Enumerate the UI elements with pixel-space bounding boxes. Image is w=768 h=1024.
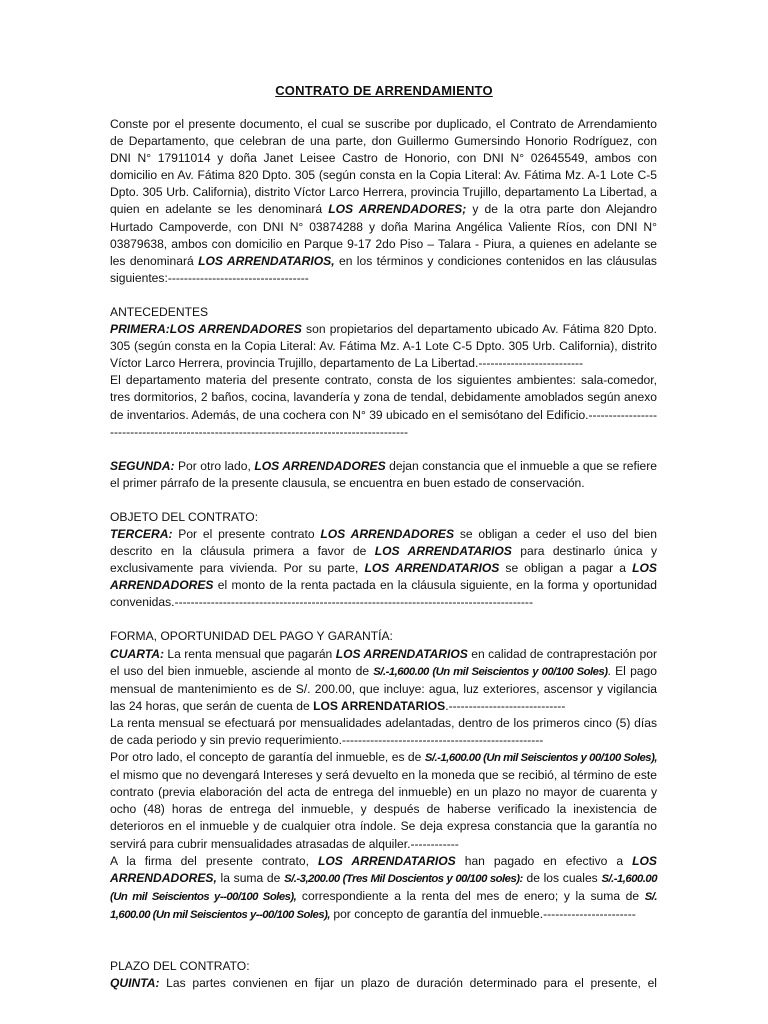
clause-label: PRIMERA: bbox=[110, 322, 170, 337]
party-name: LOS ARRENDATARIOS bbox=[374, 544, 512, 559]
document-body bbox=[110, 116, 657, 992]
section-heading-antecedentes: ANTECEDENTES bbox=[110, 304, 209, 319]
party-name: LOS ARRENDATARIOS bbox=[313, 698, 446, 713]
clause-label: TERCERA: bbox=[110, 526, 173, 541]
clause-cuarta-payment-terms: La renta mensual se efectuará por mensualidades adelantadas, dentro de los primeros cinco (5) días de cada periodo y sin previo requerimiento.-------------------------------------------------- bbox=[110, 715, 657, 747]
party-name: LOS ARRENDATARIOS bbox=[335, 646, 468, 661]
text-run: A la firma del presente contrato, bbox=[110, 853, 318, 868]
clause-label: QUINTA: bbox=[110, 976, 160, 991]
text-run: Por otro lado, el concepto de garantía del inmueble, es de bbox=[110, 750, 425, 765]
text-run: la suma de bbox=[216, 870, 285, 885]
text-run: han pagado en efectivo a bbox=[455, 853, 633, 868]
party-name: LOS ARRENDATARIOS bbox=[317, 853, 456, 868]
clause-primera bbox=[110, 321, 657, 372]
amount: S/.-1,600.00 (Un mil Seiscientos y--00/100 Soles), bbox=[110, 872, 657, 903]
text-run: La renta mensual que pagarán bbox=[163, 646, 336, 661]
text-run: en calidad de contraprestación por el uso del bien inmueble, asciende al monto de bbox=[110, 646, 658, 678]
clause-quinta bbox=[110, 975, 657, 992]
text-run: son propietarios del departamento ubicado Av. Fátima 820 Dpto. 305 (según consta en la Copia Literal: Av. Fátima Mz. A-1 Lote C-5 Dpto. 305 Urb. California), distrito Víctor Larco Herrera, provincia Trujillo, departamento de La Libertad.-------------------------- bbox=[110, 322, 658, 371]
text-run: correspondiente a la renta del mes de enero; y la suma de bbox=[296, 888, 645, 903]
text-run: para destinarlo única y exclusivamente para vivienda. Por su parte, bbox=[110, 544, 657, 576]
party-name: LOS ARRENDATARIOS, bbox=[198, 253, 335, 268]
text-run: .----------------------------- bbox=[445, 698, 566, 713]
text-run: . El pago mensual de mantenimiento es de S/. 200.00, que incluye: agua, luz exteriores, ascensor y vigilancia las 24 horas, que serán de cuenta de bbox=[110, 663, 657, 713]
text-run: el monto de la renta pactada en la cláusula siguiente, en la forma y oportunidad convenidas.----------------------------------------------------------------------------------------- bbox=[110, 578, 657, 610]
section-heading-objeto: OBJETO DEL CONTRATO: bbox=[110, 509, 259, 524]
clause-segunda bbox=[110, 458, 657, 492]
party-name: LOS ARRENDADORES bbox=[320, 526, 455, 541]
party-name: LOS ARRENDADORES bbox=[169, 322, 302, 337]
clause-cuarta-guarantee bbox=[110, 749, 657, 853]
clause-tercera bbox=[110, 526, 657, 611]
text-run: dejan constancia que el inmueble a que se refiere el primer párrafo de la presente clausula, se encuentra en buen estado de conservación. bbox=[110, 458, 658, 490]
clause-label: CUARTA: bbox=[110, 646, 164, 661]
party-name: LOS ARRENDADORES; bbox=[328, 202, 467, 217]
text-run: Por el presente contrato bbox=[172, 526, 321, 541]
text-run: de los cuales bbox=[522, 870, 602, 885]
clause-primera-detail: El departamento materia del presente contrato, consta de los siguientes ambientes: sala-comedor, tres dormitorios, 2 baños, cocina, lavandería y zona de tendal, debidamente amoblados según anexo de inventarios. Además, de una cochera con N° 39 ubicado en el semisótano del Edificio.------------------------------------------------------------------------------------------- bbox=[110, 373, 657, 439]
text-run: Conste por el presente documento, el cual se suscribe por duplicado, el Contrato de Arrendamiento de Departamento, que celebran de una parte, don Guillermo Gumersindo Honorio Rodríguez, con DNI N° 17911014 y doña Janet Leisee Castro de Honorio, con DNI N° 02645549, ambos con domicilio en Av. Fátima 820 Dpto. 305 (según consta en la Copia Literal: Av. Fátima Mz. A-1 Lote C-5 Dpto. 305 Urb. California), distrito Víctor Larco Herrera, provincia Trujillo, departamento La Libertad, a quien en adelante se les denominará bbox=[110, 117, 657, 217]
clause-cuarta-payment-received bbox=[110, 853, 657, 924]
text-run: el mismo que no devengará Intereses y será devuelto en la moneda que se recibió, al término de este contrato (previa elaboración del acta de entrega del inmueble) en un plazo no mayor de cuarenta y ocho (48) horas de entrega del inmueble, y después de haberse verificado la inexistencia de deterioros en el inmueble y de cualquier otra índole. Se deja expresa constancia que la garantía no servirá para cubrir mensualidades atrasadas de alquiler.------------ bbox=[110, 768, 657, 851]
text-run: por concepto de garantía del inmueble.----------------------- bbox=[330, 906, 636, 921]
intro-paragraph bbox=[110, 116, 657, 287]
clause-cuarta bbox=[110, 646, 657, 715]
party-name: LOS ARRENDADORES bbox=[110, 561, 657, 593]
text-run: y de la otra parte don Alejandro Hurtado Campoverde, con DNI N° 03874288 y doña Marina Angélica Valiente Ríos, con DNI N° 03879638, ambos con domicilio en Parque 9-17 2do Piso – Talara - Piura, a quienes en adelante se les denominará bbox=[110, 202, 657, 268]
text-run: en los términos y condiciones contenidos en las cláusulas siguientes:----------------------------------- bbox=[110, 253, 657, 285]
amount: S/.-1,600.00 (Un mil Seiscientos y 00/100 Soles), bbox=[424, 752, 657, 765]
clause-label: SEGUNDA: bbox=[110, 458, 175, 473]
section-heading-plazo: PLAZO DEL CONTRATO: bbox=[110, 959, 250, 974]
text-run: se obligan a ceder el uso del bien descrito en la cláusula primera a favor de bbox=[110, 526, 657, 559]
text-run: se obligan a pagar a bbox=[499, 561, 633, 576]
document-title: CONTRATO DE ARRENDAMIENTO bbox=[275, 83, 493, 98]
party-name: LOS ARRENDADORES bbox=[254, 458, 386, 473]
text-run: Las partes convienen en fijar un plazo de duración determinado para el presente, el bbox=[159, 976, 657, 991]
section-heading-forma: FORMA, OPORTUNIDAD DEL PAGO Y GARANTÍA: bbox=[110, 629, 393, 644]
party-name: LOS ARRENDADORES, bbox=[110, 853, 657, 885]
amount: S/.-1,600.00 (Un mil Seiscientos y 00/100 Soles) bbox=[373, 665, 608, 678]
amount: S/.-3,200.00 (Tres Mil Doscientos y 00/100 soles): bbox=[284, 872, 523, 885]
amount: S/. 1,600.00 (Un mil Seiscientos y--00/100 Soles), bbox=[110, 890, 658, 921]
text-run: Por otro lado, bbox=[174, 458, 255, 473]
party-name: LOS ARRENDATARIOS bbox=[364, 561, 500, 576]
